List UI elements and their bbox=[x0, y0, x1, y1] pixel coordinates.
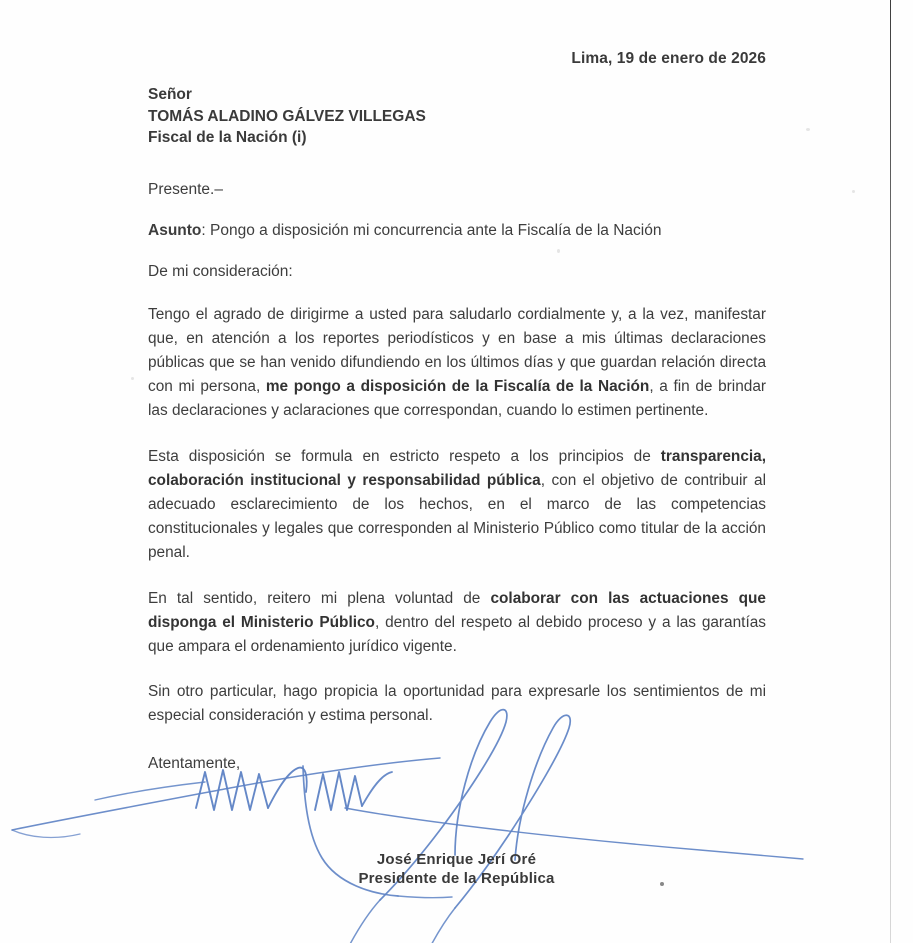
greeting-line: De mi consideración: bbox=[148, 262, 293, 280]
paragraph-4-part1: Sin otro particular, hago propicia la oportunidad para expresarle los sentimientos de mi especial consideración y estima personal. bbox=[148, 683, 766, 725]
subject-label: Asunto bbox=[148, 221, 202, 239]
paragraph-1 bbox=[148, 303, 766, 424]
date-line: Lima, 19 de enero de 2026 bbox=[571, 50, 766, 67]
presente-line: Presente.– bbox=[148, 180, 223, 198]
subject-separator: : bbox=[201, 221, 211, 239]
paragraph-2-bold: transparencia, colaboración institucional y responsabilidad pública bbox=[148, 447, 766, 489]
paragraph-2-part1: Esta disposición se formula en estricto respeto a los principios de bbox=[148, 447, 661, 465]
paragraph-1-bold: me pongo a disposición de la Fiscalía de la Nación bbox=[265, 378, 650, 396]
addressee-title: Fiscal de la Nación (i) bbox=[148, 129, 307, 146]
paragraph-3 bbox=[148, 587, 766, 660]
paragraph-2 bbox=[148, 445, 766, 566]
paragraph-1-part2: , a fin de brindar las declaraciones y aclaraciones que correspondan, cuando lo estimen pertinente. bbox=[148, 378, 766, 420]
addressee-salutation: Señor bbox=[148, 86, 192, 103]
signer-name: José Enrique Jerí Oré bbox=[376, 851, 537, 868]
letter-body bbox=[148, 84, 766, 774]
scanned-page-edge bbox=[890, 0, 891, 943]
paragraph-1-part1: Tengo el agrado de dirigirme a usted para saludarlo cordialmente y, a la vez, manifestar que, en atención a los reportes periodísticos y en base a mis últimas declaraciones públicas que se han venido difundiendo en los últimos días y que guardan relación directa con mi persona, bbox=[148, 305, 766, 396]
scan-speck bbox=[131, 377, 134, 380]
signer-role: Presidente de la República bbox=[358, 870, 555, 887]
scan-speck bbox=[806, 128, 810, 131]
subject-line bbox=[148, 220, 766, 241]
addressee-block bbox=[148, 84, 766, 149]
closing-line: Atentamente, bbox=[148, 754, 241, 772]
addressee-name: TOMÁS ALADINO GÁLVEZ VILLEGAS bbox=[148, 107, 426, 125]
paragraph-3-part2: , dentro del respeto al debido proceso y a las garantías que ampara el ordenamiento jurídico vigente. bbox=[148, 613, 766, 655]
paragraph-3-part1: En tal sentido, reitero mi plena voluntad de bbox=[148, 589, 491, 607]
paragraph-3-bold: colaborar con las actuaciones que disponga el Ministerio Público bbox=[148, 589, 766, 631]
scan-speck bbox=[852, 190, 855, 193]
paragraph-4 bbox=[148, 680, 766, 728]
subject-text: Pongo a disposición mi concurrencia ante la Fiscalía de la Nación bbox=[210, 221, 662, 239]
paragraph-2-part2: , con el objetivo de contribuir al adecuado esclarecimiento de los hechos, en el marco de las competencias constitucionales y legales que corresponden al Ministerio Público como titular de la acción penal. bbox=[148, 471, 766, 562]
signer-block bbox=[0, 850, 913, 888]
